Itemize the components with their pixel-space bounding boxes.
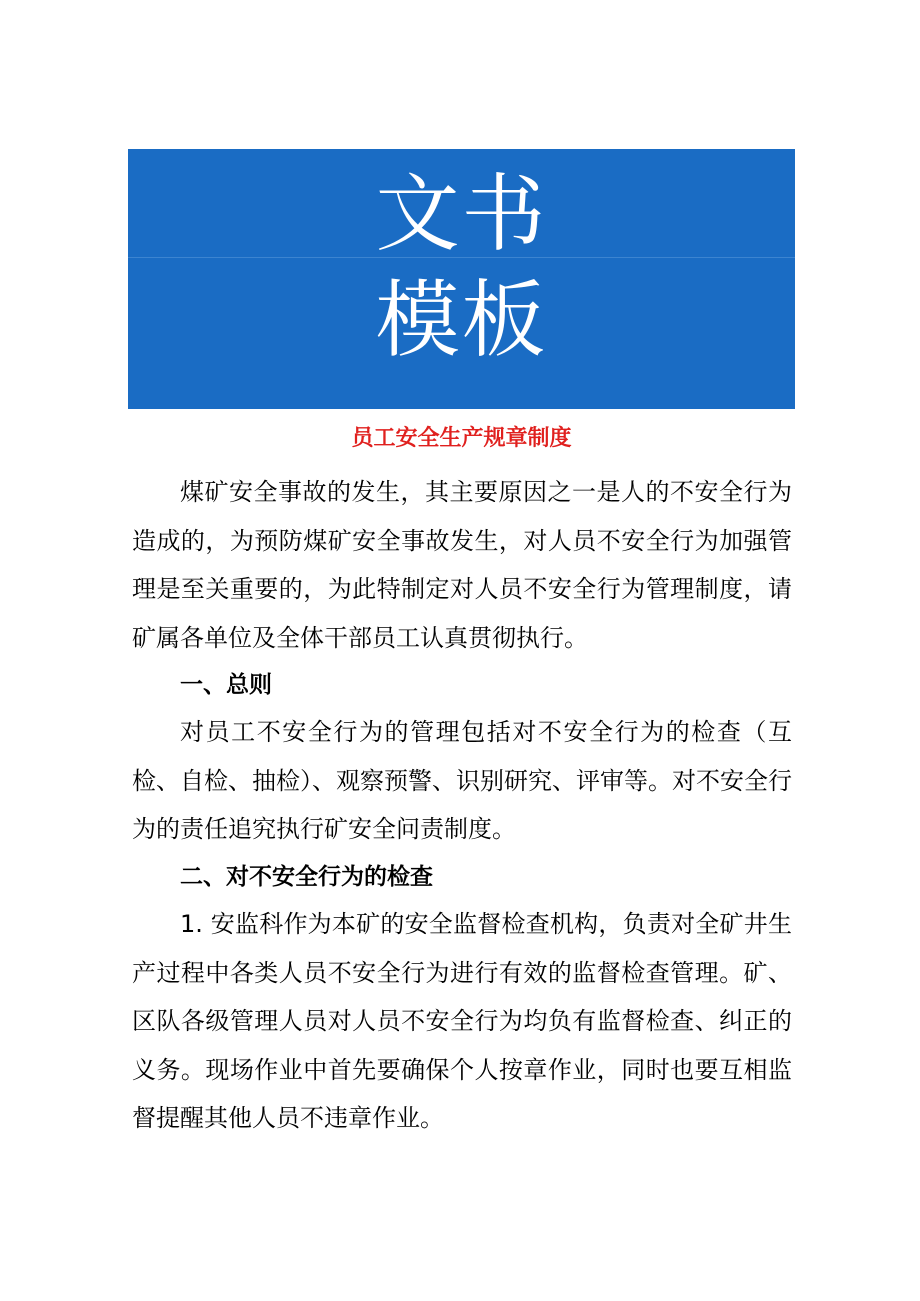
section-2-paragraph: 1. 安监科作为本矿的安全监督检查机构，负责对全矿井生产过程中各类人员不安全行为进行有效的监督检查管理。矿、区队各级管理人员对人员不安全行为均负有监督检查、纠正的义务。现场作业中首先要确保个人按章作业，同时也要互相监督提醒其他人员不违章作业。 bbox=[132, 910, 792, 1132]
section-2-heading: 二、对不安全行为的检查 bbox=[180, 864, 433, 890]
section-1-heading: 一、总则 bbox=[180, 672, 272, 698]
intro-paragraph: 煤矿安全事故的发生，其主要原因之一是人的不安全行为造成的，为预防煤矿安全事故发生，对人员不安全行为加强管理是至关重要的，为此特制定对人员不安全行为管理制度，请矿属各单位及全体干部员工认真贯彻执行。 bbox=[132, 478, 792, 652]
banner-title-line-2: 模板 bbox=[375, 271, 548, 369]
banner-title-line-1: 文书 bbox=[375, 165, 548, 263]
section-1-paragraph: 对员工不安全行为的管理包括对不安全行为的检查（互检、自检、抽检）、观察预警、识别研究、评审等。对不安全行为的责任追究执行矿安全问责制度。 bbox=[132, 718, 792, 843]
document-title: 员工安全生产规章制度 bbox=[351, 426, 572, 451]
